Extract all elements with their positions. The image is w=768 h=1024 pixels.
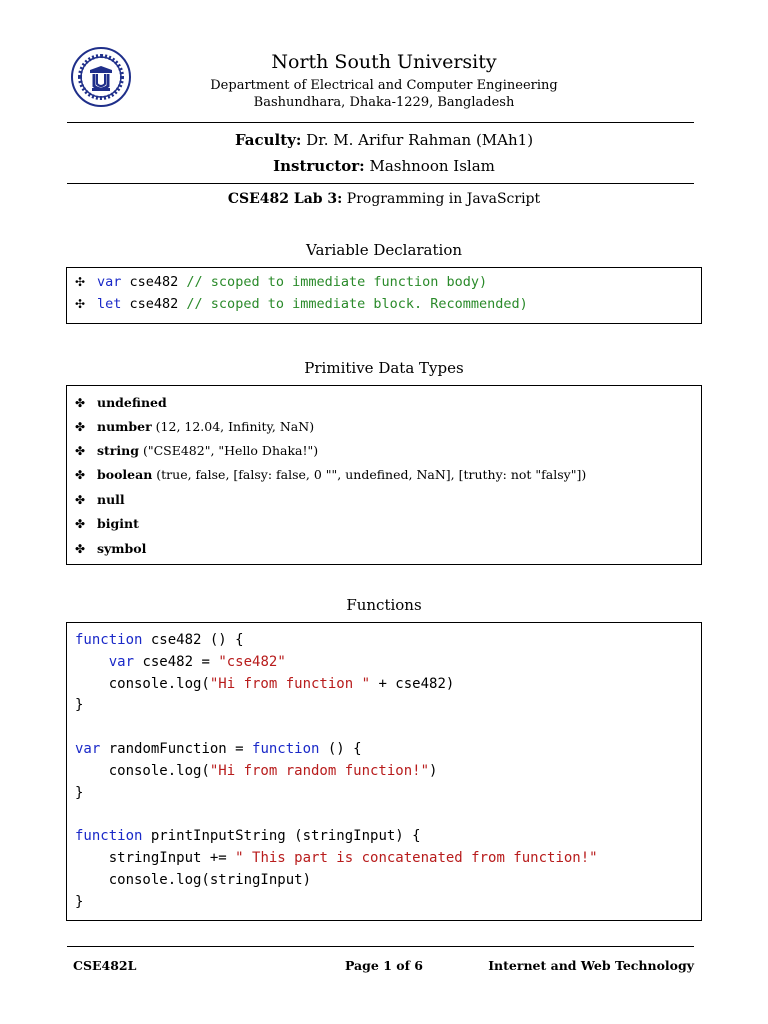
list-item (75, 419, 314, 434)
list-item (75, 492, 125, 507)
functions-code-box (66, 622, 702, 921)
code-line (75, 696, 83, 714)
code-text: + cse482) (370, 675, 455, 692)
bullet-icon: ✤ (75, 444, 86, 458)
section-title-primitive-data-types: Primitive Data Types (304, 359, 464, 377)
code-comment: // scoped to immediate block. Recommended) (186, 296, 528, 312)
list-item (75, 516, 139, 531)
code-text: stringInput += (75, 850, 236, 866)
code-text: randomFunction = (100, 741, 253, 757)
keyword: var (97, 274, 122, 290)
let-declaration-line (75, 296, 528, 312)
bullet-icon: ✤ (75, 420, 86, 434)
code-line (75, 631, 244, 649)
university-name: North South University (271, 51, 497, 73)
footer-course-code: CSE482L (73, 958, 137, 973)
instructor-label: Instructor: (273, 157, 365, 175)
identifier: cse482 (121, 274, 187, 290)
list-item (75, 541, 146, 556)
type-name: null (97, 492, 125, 507)
code-text: printInputString (stringInput) { (142, 828, 421, 845)
code-text: cse482 = (134, 653, 219, 670)
code-text: } (75, 697, 84, 714)
type-name: undefined (97, 395, 167, 410)
var-declaration-line (75, 274, 487, 290)
identifier: cse482 (121, 296, 187, 312)
divider (67, 183, 694, 184)
faculty-line (0, 131, 768, 149)
section-title-functions: Functions (346, 596, 422, 614)
list-item (75, 467, 586, 482)
course-value: Programming in JavaScript (342, 191, 541, 207)
code-string: " This part is concatenated from function!" (235, 850, 598, 866)
list-item (75, 395, 167, 410)
bullet-icon: ✣ (75, 275, 86, 289)
code-comment: // scoped to immediate function body) (186, 274, 488, 290)
code-string: "Hi from function " (209, 675, 371, 692)
department-name: Department of Electrical and Computer Engineering (210, 78, 558, 93)
bullet-icon: ✤ (75, 468, 86, 482)
variable-declaration-box (66, 267, 702, 324)
code-line (75, 893, 83, 911)
code-text: } (75, 893, 84, 910)
bullet-icon: ✤ (75, 542, 86, 556)
code-line (75, 675, 454, 693)
bullet-icon: ✤ (75, 493, 86, 507)
page-number: Page 1 of 6 (344, 958, 424, 973)
course-title (0, 191, 768, 207)
type-detail: ("CSE482", "Hello Dhaka!") (138, 443, 319, 458)
course-label: CSE482 Lab 3: (227, 191, 343, 207)
keyword: let (97, 296, 122, 312)
type-name: number (97, 419, 152, 434)
list-item (75, 443, 318, 458)
footer-divider (67, 946, 694, 947)
bullet-icon: ✣ (75, 297, 86, 311)
faculty-label: Faculty: (234, 131, 302, 149)
code-line (75, 762, 437, 780)
type-detail: (true, false, [falsy: false, 0 "", undefined, NaN], [truthy: not "falsy"]) (152, 467, 587, 482)
code-text: () { (319, 741, 362, 757)
code-keyword: function (252, 741, 320, 757)
type-name: bigint (97, 516, 139, 531)
university-address: Bashundhara, Dhaka-1229, Bangladesh (253, 95, 515, 110)
type-name: string (97, 443, 139, 458)
type-name: boolean (97, 467, 153, 482)
code-text: console.log( (75, 762, 210, 779)
code-keyword: var (75, 741, 101, 757)
faculty-value: Dr. M. Arifur Rahman (MAh1) (301, 131, 534, 149)
code-line (75, 871, 311, 889)
type-detail: (12, 12.04, Infinity, NaN) (151, 419, 315, 434)
code-text: console.log(stringInput) (75, 871, 312, 888)
code-text: cse482 () { (142, 632, 244, 648)
code-keyword: function (75, 828, 143, 845)
bullet-icon: ✤ (75, 396, 86, 410)
code-line (75, 740, 362, 758)
code-text (75, 654, 109, 670)
code-line (75, 849, 598, 867)
code-line (75, 653, 286, 671)
bullet-icon: ✤ (75, 517, 86, 531)
code-text: ) (429, 762, 438, 779)
code-text: console.log( (75, 675, 210, 692)
code-keyword: function (75, 632, 143, 648)
code-string: "Hi from random function!" (209, 762, 430, 779)
type-name: symbol (97, 541, 147, 556)
code-string: "cse482" (218, 653, 286, 670)
primitive-types-box (66, 385, 702, 565)
code-text: } (75, 784, 84, 801)
section-title-variable-declaration: Variable Declaration (305, 241, 463, 259)
code-line (75, 784, 83, 802)
code-line (75, 827, 421, 845)
footer-course-name: Internet and Web Technology (488, 958, 694, 973)
code-keyword: var (108, 653, 135, 670)
divider (67, 122, 694, 123)
instructor-line (0, 157, 768, 175)
instructor-value: Mashnoon Islam (364, 157, 495, 175)
